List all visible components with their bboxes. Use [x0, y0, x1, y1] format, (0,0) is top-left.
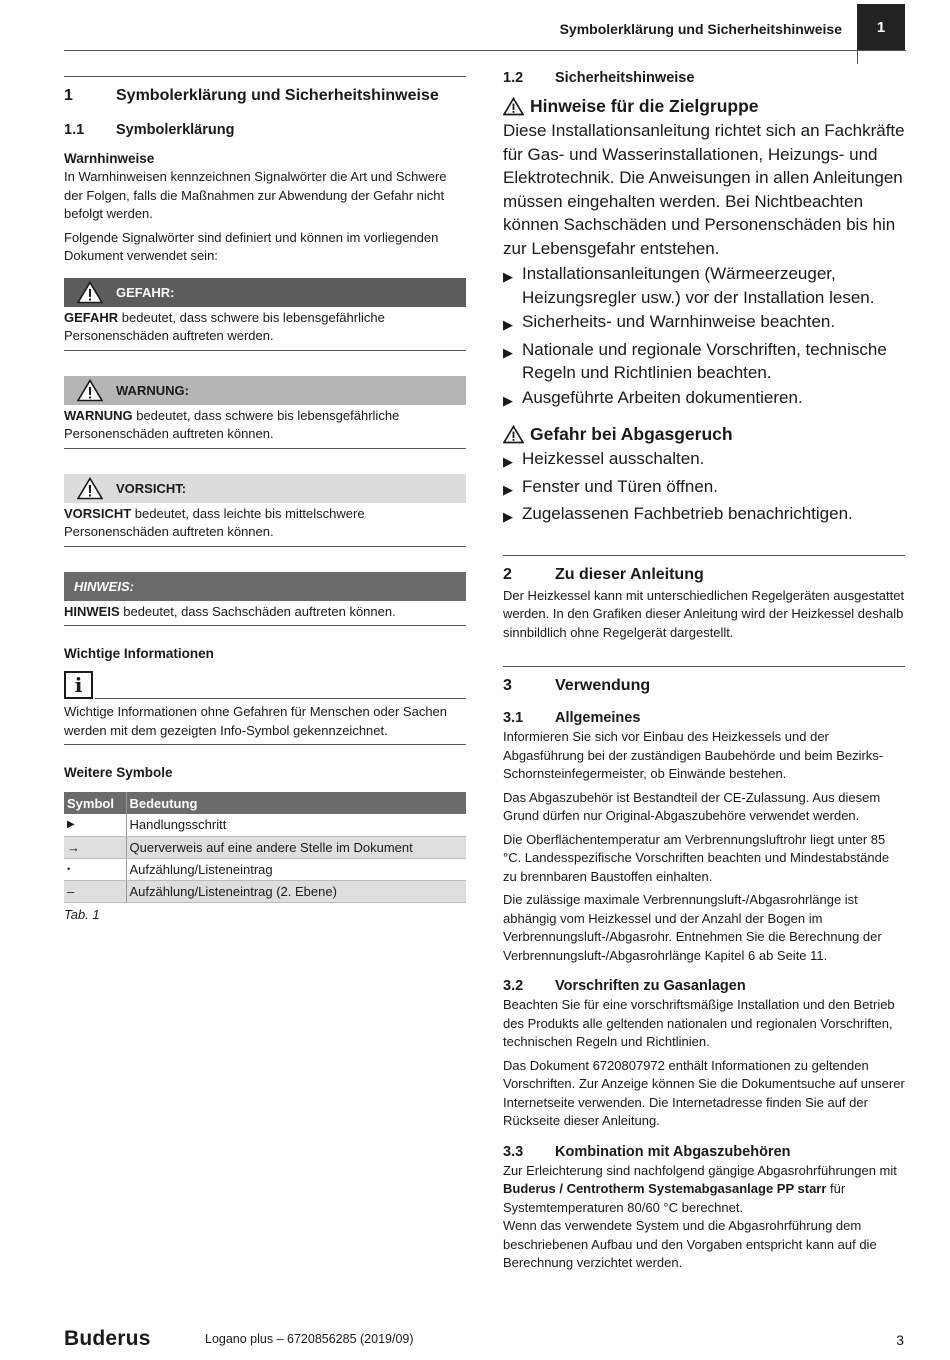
- step-arrow-icon: ▶: [503, 454, 513, 469]
- zielgruppe-text: Diese Installationsanleitung richtet sich an Fachkräfte für Gas- und Wasserinstallationen, Heizungs- und Elektrotechnik. Die Anweisungen in allen Anleitungen müssen eingehalten werden. Bei Nichtbeachten können Sachschäden und Personenschäden bis hin zur Lebensgefahr entstehen.: [503, 121, 905, 258]
- list-item: ▶ Ausgeführte Arbeiten dokumentieren.: [503, 386, 905, 413]
- section-heading-3-2: 3.2 Vorschriften zu Gasanlagen: [503, 978, 746, 994]
- buderus-logo: Buderus: [64, 1327, 151, 1350]
- section-rule: [64, 76, 466, 77]
- header-tick: [857, 50, 858, 64]
- warning-triangle-icon: [64, 477, 116, 500]
- warnhinweise-paragraph-1: In Warnhinweisen kennzeichnen Signalwörter die Art und Schwere der Folgen, falls die Maßnahmen zur Abwendung der Gefahr nicht befolgt werden.: [64, 169, 447, 221]
- zielgruppe-heading: Hinweise für die Zielgruppe: [503, 96, 905, 117]
- step-arrow-icon: ▶: [503, 392, 513, 408]
- section-3-2-paragraph: Beachten Sie für eine vorschriftsmäßige Installation und den Betrieb des Produkts alle geltenden nationalen und regionalen Vorschriften, technischen Regeln und Richtlinien.: [503, 997, 895, 1049]
- warning-triangle-icon: [503, 97, 524, 116]
- section-3-1-paragraph: Informieren Sie sich vor Einbau des Heizkessels und der Abgasführung bei der zuständigen Baubehörde und beim Bezirks-Schornsteinfegermeister, ob Einwände bestehen.: [503, 729, 884, 781]
- warnhinweise-paragraph-2: Folgende Signalwörter sind definiert und können im vorliegenden Dokument verwendet sein:: [64, 229, 439, 263]
- notice-description: HINWEIS bedeutet, dass Sachschäden auftreten können.: [64, 601, 466, 627]
- table-row: – Aufzählung/Listeneintrag (2. Ebene): [64, 880, 466, 902]
- section-rule: [503, 555, 905, 556]
- step-arrow-icon: ▶: [503, 317, 513, 332]
- running-header-title: Symbolerklärung und Sicherheitshinweise: [559, 21, 842, 37]
- warning-triangle-icon: [503, 425, 524, 444]
- section-3-2-paragraph: Das Dokument 6720807972 enthält Informationen zu geltenden Vorschriften. Zur Anzeige können Sie die Dokumentsuche auf unserer Internetseite verwenden. Die Internetadresse finden Sie auf der Rückseite dieser Anleitung.: [503, 1057, 905, 1128]
- danger-label: GEFAHR:: [116, 284, 175, 300]
- list-item: ▶ Heizkessel ausschalten.: [503, 447, 905, 474]
- notice-bar: [64, 572, 466, 601]
- caution-description: VORSICHT bedeutet, dass leichte bis mittelschwere Personenschäden auftreten können.: [64, 503, 466, 547]
- caution-label: VORSICHT:: [116, 480, 187, 496]
- info-description: Wichtige Informationen ohne Gefahren für Menschen oder Sachen werden mit dem gezeigten Info-Symbol gekennzeichnet.: [64, 699, 466, 745]
- section-3-3-paragraph: Wenn das verwendete System und die Abgasrohrführung dem beschriebenen Aufbau und den Vorgaben entspricht kann auf die Berechnung verzichtet werden.: [503, 1218, 877, 1270]
- section-heading-3: 3 Verwendung: [503, 677, 651, 694]
- abgas-list: [503, 447, 905, 529]
- table-row: • Aufzählung/Listeneintrag: [64, 858, 466, 880]
- section-2-text: Der Heizkessel kann mit unterschiedlichen Regelgeräten ausgestattet werden. In den Grafiken dieser Anleitung wird der Heizkessel deshalb sinnbildlich ohne Regelgerät dargestellt.: [503, 587, 905, 640]
- list-item: ▶ Installationsanleitungen (Wärmeerzeuger, Heizungsregler usw.) vor der Installation lesen.: [503, 262, 905, 309]
- section-heading-1-2: 1.2 Sicherheitshinweise: [503, 70, 695, 86]
- section-3-1-paragraph: Das Abgaszubehör ist Bestandteil der CE-Zulassung. Aus diesem Grund dürfen nur Original-Abgaszubehöre verwendet werden.: [503, 789, 881, 823]
- step-arrow-icon: ▶: [503, 481, 513, 497]
- table-header-symbol: Symbol: [64, 792, 126, 814]
- section-3-1-paragraph: Die zulässige maximale Verbrennungsluft-/Abgasrohrlänge ist abhängig vom Heizkessel und der Anzahl der Bogen im Verbrennungsluft-/Abgasrohr. Entnehmen Sie die Berechnung der Verbrennungsluft-/Abgasrohrlänge Kapitel 6 ab Seite 11.: [503, 892, 882, 963]
- left-column: [64, 76, 466, 922]
- table-caption: Tab. 1: [64, 906, 100, 922]
- wichtige-informationen-title: Wichtige Informationen: [64, 646, 214, 661]
- warning-description: WARNUNG bedeutet, dass schwere bis lebensgefährliche Personenschäden auftreten können.: [64, 405, 466, 449]
- info-row: [64, 671, 466, 699]
- danger-description: GEFAHR bedeutet, dass schwere bis lebensgefährliche Personenschäden auftreten werden.: [64, 307, 466, 351]
- weitere-symbole-title: Weitere Symbole: [64, 765, 173, 780]
- list-item: ▶ Nationale und regionale Vorschriften, technische Regeln und Richtlinien beachten.: [503, 338, 905, 385]
- zielgruppe-list: [503, 262, 905, 412]
- list-item: ▶ Zugelassenen Fachbetrieb benachrichtigen.: [503, 502, 905, 529]
- step-arrow-icon: ▶: [503, 509, 513, 524]
- warning-triangle-icon: [64, 379, 116, 402]
- list-item: ▶ Fenster und Türen öffnen.: [503, 475, 905, 502]
- warnhinweise-title: Warnhinweise: [64, 151, 155, 166]
- step-arrow-icon: ▶: [503, 344, 513, 360]
- section-rule: [503, 666, 905, 667]
- step-arrow-icon: ▶: [503, 269, 513, 284]
- info-icon: i: [64, 671, 93, 699]
- section-heading-2: 2 Zu dieser Anleitung: [503, 565, 704, 583]
- chapter-tab: 1: [857, 4, 905, 50]
- right-column: [503, 70, 905, 1273]
- warning-label: WARNUNG:: [116, 382, 189, 398]
- notice-label: HINWEIS:: [74, 578, 134, 594]
- list-item: ▶ Sicherheits- und Warnhinweise beachten.: [503, 310, 905, 337]
- abgas-heading: Gefahr bei Abgasgeruch: [503, 424, 905, 445]
- table-row: → Querverweis auf eine andere Stelle im Dokument: [64, 836, 466, 858]
- danger-bar: [64, 278, 466, 307]
- section-heading-1: 1 Symbolerklärung und Sicherheitshinweise: [64, 87, 439, 104]
- page-number: 3: [896, 1332, 904, 1348]
- table-row: ▶ Handlungsschritt: [64, 814, 466, 836]
- section-heading-1-1: 1.1 Symbolerklärung: [64, 122, 235, 138]
- table-header-bedeutung: Bedeutung: [126, 792, 466, 814]
- warning-triangle-icon: [64, 281, 116, 304]
- warning-bar: [64, 376, 466, 405]
- section-3-3-paragraph: Zur Erleichterung sind nachfolgend gängige Abgasrohrführungen mit Buderus / Centrotherm Systemabgasanlage PP starr für Systemtemperaturen 80/60 °C berechnet.: [503, 1162, 897, 1215]
- section-heading-3-3: 3.3 Kombination mit Abgaszubehören: [503, 1143, 791, 1160]
- symbols-table: [64, 792, 466, 903]
- section-heading-3-1: 3.1 Allgemeines: [503, 710, 641, 726]
- caution-bar: [64, 474, 466, 503]
- footer-doc-info: Logano plus – 6720856285 (2019/09): [205, 1332, 414, 1346]
- section-3-1-paragraph: Die Oberflächentemperatur am Verbrennungsluftrohr liegt unter 85 °C. Landesspezifische Vorschriften beachten und Mindestabstände zu brennbaren Baustoffen einhalten.: [503, 831, 890, 884]
- header-rule: [64, 50, 906, 51]
